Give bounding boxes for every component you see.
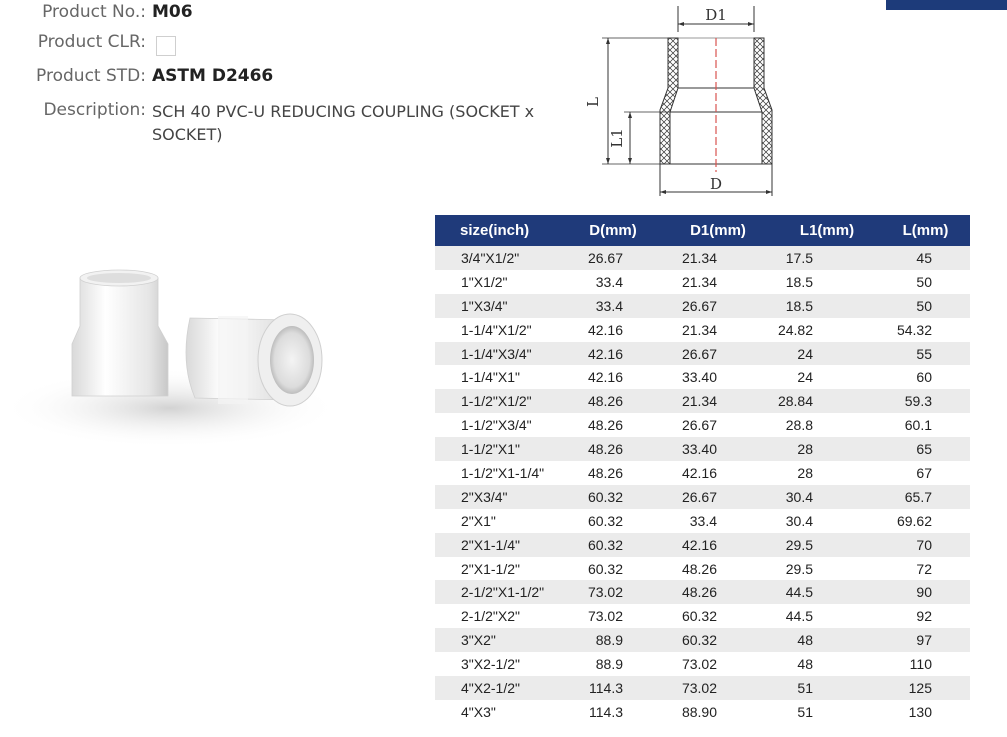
description-value: SCH 40 PVC-U REDUCING COUPLING (SOCKET x SOCKET) [152, 102, 535, 144]
table-cell: 21.34 [663, 389, 773, 413]
table-cell: 1-1/4"X3/4" [435, 342, 563, 366]
table-cell: 125 [881, 676, 970, 700]
table-cell: 48.26 [563, 461, 663, 485]
table-cell: 88.90 [663, 700, 773, 724]
table-cell: 28 [773, 461, 881, 485]
table-cell: 28 [773, 437, 881, 461]
table-cell: 2-1/2"X1-1/2" [435, 580, 563, 604]
table-cell: 73.02 [663, 652, 773, 676]
table-cell: 28.8 [773, 413, 881, 437]
product-std-value: ASTM D2466 [152, 66, 274, 86]
table-row [435, 389, 970, 413]
table-cell: 29.5 [773, 533, 881, 557]
table-cell: 17.5 [773, 246, 881, 270]
product-no-label: Product No.: [42, 2, 146, 22]
color-swatch [156, 36, 176, 56]
table-cell: 51 [773, 676, 881, 700]
table-cell: 1-1/2"X1/2" [435, 389, 563, 413]
table-cell: 73.02 [563, 604, 663, 628]
table-cell: 51 [773, 700, 881, 724]
table-row [435, 557, 970, 581]
table-cell: 1-1/4"X1/2" [435, 318, 563, 342]
table-row [435, 700, 970, 724]
table-cell: 67 [881, 461, 970, 485]
table-cell: 60 [881, 365, 970, 389]
table-cell: 3"X2" [435, 628, 563, 652]
table-cell: 114.3 [563, 676, 663, 700]
l-label: L [584, 97, 602, 107]
table-cell: 50 [881, 294, 970, 318]
table-cell: 24 [773, 342, 881, 366]
product-std-row [18, 66, 273, 86]
table-cell: 60.32 [563, 533, 663, 557]
table-cell: 88.9 [563, 628, 663, 652]
table-cell: 65 [881, 437, 970, 461]
table-cell: 24 [773, 365, 881, 389]
column-header: D1(mm) [663, 215, 773, 246]
table-cell: 26.67 [663, 342, 773, 366]
table-cell: 42.16 [563, 318, 663, 342]
table-row [435, 485, 970, 509]
product-photo [0, 258, 340, 468]
table-cell: 30.4 [773, 485, 881, 509]
table-cell: 28.84 [773, 389, 881, 413]
table-cell: 48.26 [663, 557, 773, 581]
table-cell: 92 [881, 604, 970, 628]
table-cell: 60.1 [881, 413, 970, 437]
table-cell: 24.82 [773, 318, 881, 342]
table-cell: 114.3 [563, 700, 663, 724]
table-cell: 42.16 [563, 342, 663, 366]
table-cell: 21.34 [663, 246, 773, 270]
table-cell: 3/4"X1/2" [435, 246, 563, 270]
product-no-value: M06 [152, 2, 193, 22]
table-cell: 90 [881, 580, 970, 604]
table-cell: 130 [881, 700, 970, 724]
table-cell: 44.5 [773, 604, 881, 628]
column-header: L(mm) [881, 215, 970, 246]
table-cell: 2-1/2"X2" [435, 604, 563, 628]
table-row [435, 413, 970, 437]
table-cell: 21.34 [663, 270, 773, 294]
table-row [435, 461, 970, 485]
coupling-dimension-diagram [584, 2, 788, 198]
column-header: size(inch) [435, 215, 563, 246]
table-cell: 26.67 [663, 294, 773, 318]
table-cell: 26.67 [663, 485, 773, 509]
table-row [435, 437, 970, 461]
top-right-nav-bar [886, 0, 1007, 10]
table-cell: 33.4 [563, 270, 663, 294]
table-row [435, 676, 970, 700]
table-cell: 33.4 [663, 509, 773, 533]
table-cell: 1-1/2"X1" [435, 437, 563, 461]
table-cell: 54.32 [881, 318, 970, 342]
table-cell: 2"X1-1/4" [435, 533, 563, 557]
table-cell: 48.26 [663, 580, 773, 604]
table-row [435, 509, 970, 533]
table-cell: 21.34 [663, 318, 773, 342]
table-cell: 33.4 [563, 294, 663, 318]
table-cell: 69.62 [881, 509, 970, 533]
table-row [435, 294, 970, 318]
table-row [435, 270, 970, 294]
table-cell: 97 [881, 628, 970, 652]
table-cell: 2"X1" [435, 509, 563, 533]
table-cell: 42.16 [663, 461, 773, 485]
table-cell: 1"X1/2" [435, 270, 563, 294]
table-row [435, 246, 970, 270]
table-cell: 65.7 [881, 485, 970, 509]
table-cell: 18.5 [773, 270, 881, 294]
table-cell: 26.67 [663, 413, 773, 437]
table-row [435, 652, 970, 676]
table-header-row [435, 215, 970, 246]
table-cell: 26.67 [563, 246, 663, 270]
table-cell: 33.40 [663, 365, 773, 389]
d1-label: D1 [705, 6, 727, 24]
table-cell: 70 [881, 533, 970, 557]
table-row [435, 318, 970, 342]
table-cell: 42.16 [563, 365, 663, 389]
table-row [435, 604, 970, 628]
table-cell: 42.16 [663, 533, 773, 557]
d-label: D [709, 175, 723, 193]
table-cell: 30.4 [773, 509, 881, 533]
table-cell: 3"X2-1/2" [435, 652, 563, 676]
dimension-table [435, 215, 970, 724]
table-cell: 72 [881, 557, 970, 581]
table-cell: 1-1/2"X1-1/4" [435, 461, 563, 485]
table-cell: 1-1/4"X1" [435, 365, 563, 389]
table-cell: 1"X3/4" [435, 294, 563, 318]
product-no-row [18, 2, 193, 22]
table-cell: 60.32 [663, 628, 773, 652]
table-row [435, 580, 970, 604]
table-cell: 48 [773, 652, 881, 676]
description-row [18, 100, 592, 146]
table-cell: 88.9 [563, 652, 663, 676]
table-cell: 2"X3/4" [435, 485, 563, 509]
product-clr-row [18, 32, 176, 56]
table-body [435, 246, 970, 724]
table-cell: 29.5 [773, 557, 881, 581]
description-label: Description: [43, 100, 146, 120]
spec-table [435, 215, 970, 724]
table-cell: 73.02 [663, 676, 773, 700]
table-cell: 55 [881, 342, 970, 366]
table-cell: 45 [881, 246, 970, 270]
table-cell: 73.02 [563, 580, 663, 604]
table-cell: 2"X1-1/2" [435, 557, 563, 581]
table-cell: 48 [773, 628, 881, 652]
table-cell: 4"X2-1/2" [435, 676, 563, 700]
table-row [435, 628, 970, 652]
table-row [435, 365, 970, 389]
table-cell: 60.32 [563, 509, 663, 533]
table-cell: 60.32 [563, 557, 663, 581]
table-row [435, 342, 970, 366]
table-cell: 48.26 [563, 437, 663, 461]
table-cell: 4"X3" [435, 700, 563, 724]
table-cell: 18.5 [773, 294, 881, 318]
product-clr-label: Product CLR: [37, 32, 146, 52]
column-header: L1(mm) [773, 215, 881, 246]
table-cell: 48.26 [563, 413, 663, 437]
l1-label: L1 [608, 128, 626, 148]
table-cell: 50 [881, 270, 970, 294]
table-row [435, 533, 970, 557]
table-cell: 1-1/2"X3/4" [435, 413, 563, 437]
table-cell: 59.3 [881, 389, 970, 413]
table-cell: 110 [881, 652, 970, 676]
table-cell: 33.40 [663, 437, 773, 461]
table-cell: 60.32 [563, 485, 663, 509]
table-cell: 44.5 [773, 580, 881, 604]
column-header: D(mm) [563, 215, 663, 246]
table-cell: 60.32 [663, 604, 773, 628]
table-cell: 48.26 [563, 389, 663, 413]
product-std-label: Product STD: [36, 66, 146, 86]
